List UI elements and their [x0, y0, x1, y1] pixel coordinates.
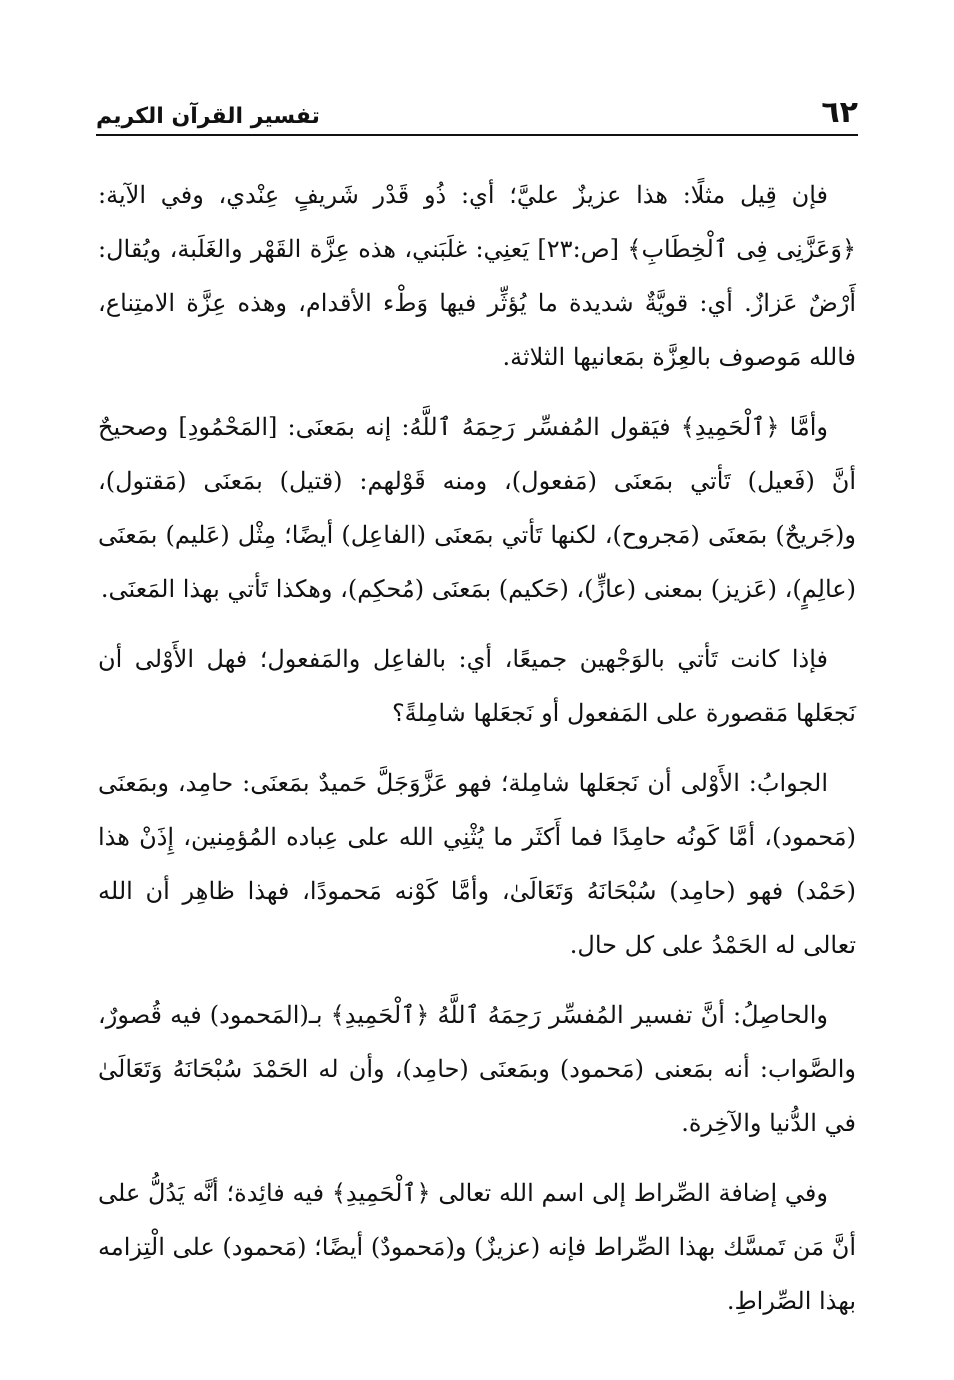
paragraph: والحاصِلُ: أنَّ تفسير المُفسِّر رَحِمَهُ ٱللَّهُ ﴿ٱلْحَمِيدِ﴾ بـ(المَحمود) فيه قُصورٌ، والصَّواب: أنه بمَعنى (مَحمود) وبمَعنَى (حامِد)، وأن له الحَمْدَ سُبْحَانَهُ وَتَعَالَىٰ في الدُّنيا والآخِرة. [98, 1001, 856, 1137]
paragraph: وفي إضافة الصِّراط إلى اسم الله تعالى ﴿ٱلْحَمِيدِ﴾ فيه فائِدة؛ أنَّه يَدُلُّ على أنَّ مَن تَمسَّك بهذا الصِّراط فإنه (عزيزٌ) و(مَحمودٌ) أيضًا؛ (مَحمود) على الْتِزامه بهذا الصِّراطِ. [98, 1179, 856, 1315]
page-number: ٦٢ [821, 95, 858, 130]
paragraph: فإن قِيل مثلًا: هذا عزيزٌ عليَّ؛ أي: ذُو قَدْر شَريفٍ عِنْدي، وفي الآية: ﴿وَعَزَّنِى فِى ٱلْخِطَابِ﴾ [ص:٢٣] يَعنِي: غلَبَني، هذه عِزَّة القَهْر والغَلَبة، ويُقال: أَرْضٌ عَزازٌ. أي: قويَّةٌ شديدة ما يُؤثِّر فيها وَطْء الأقدام، وهذه عِزَّة الامتِناع، فالله مَوصوف بالعِزَّة بمَعانيها الثلاثة. [98, 181, 857, 371]
paragraph: فإذا كانت تَأتي بالوَجْهين جميعًا، أي: بالفاعِل والمَفعول؛ فهل الأَوْلى أن نَجعَلها مَقصورة على المَفعول أو نَجعَلها شامِلةً؟ [98, 645, 856, 727]
page-header [96, 86, 858, 136]
running-title: تفسير القرآن الكريم [96, 104, 320, 129]
body-text [98, 168, 856, 1344]
paragraph: وأمَّا ﴿ٱلْحَمِيدِ﴾ فيَقول المُفسِّر رَحِمَهُ ٱللَّهُ: إنه بمَعنَى: [المَحْمُودِ] وصحيحٌ أنَّ (فَعيل) تَأتي بمَعنَى (مَفعول)، ومنه قَوْلهم: (قتيل) بمَعنَى (مَقتول)، و(جَريحٌ) بمَعنَى (مَجروح)، لكنها تَأتي بمَعنَى (الفاعِل) أيضًا؛ مِثْل (عَليم) بمَعنَى (عالِمٍ)، (عَزيز) بمعنى (عازٍّ)، (حَكيم) بمَعنَى (مُحكِم)، وهكذا تَأتي بهذا المَعنَى. [98, 413, 856, 603]
paragraph: الجوابُ: الأَوْلى أن نَجعَلها شامِلة؛ فهو عَزَّوَجَلَّ حَميدٌ بمَعنَى: حامِد، وبمَعنَى (مَحمود)، أمَّا كَونُه حامِدًا فما أَكثَر ما يُثْنِي الله على عِباده المُؤمِنين، إِذَنْ هذا (حَمْد) فهو (حامِد) سُبْحَانَهُ وَتَعَالَىٰ، وأمَّا كَوْنه مَحمودًا، فهذا ظاهِر أن الله تعالى له الحَمْدُ على كل حال. [98, 769, 857, 959]
